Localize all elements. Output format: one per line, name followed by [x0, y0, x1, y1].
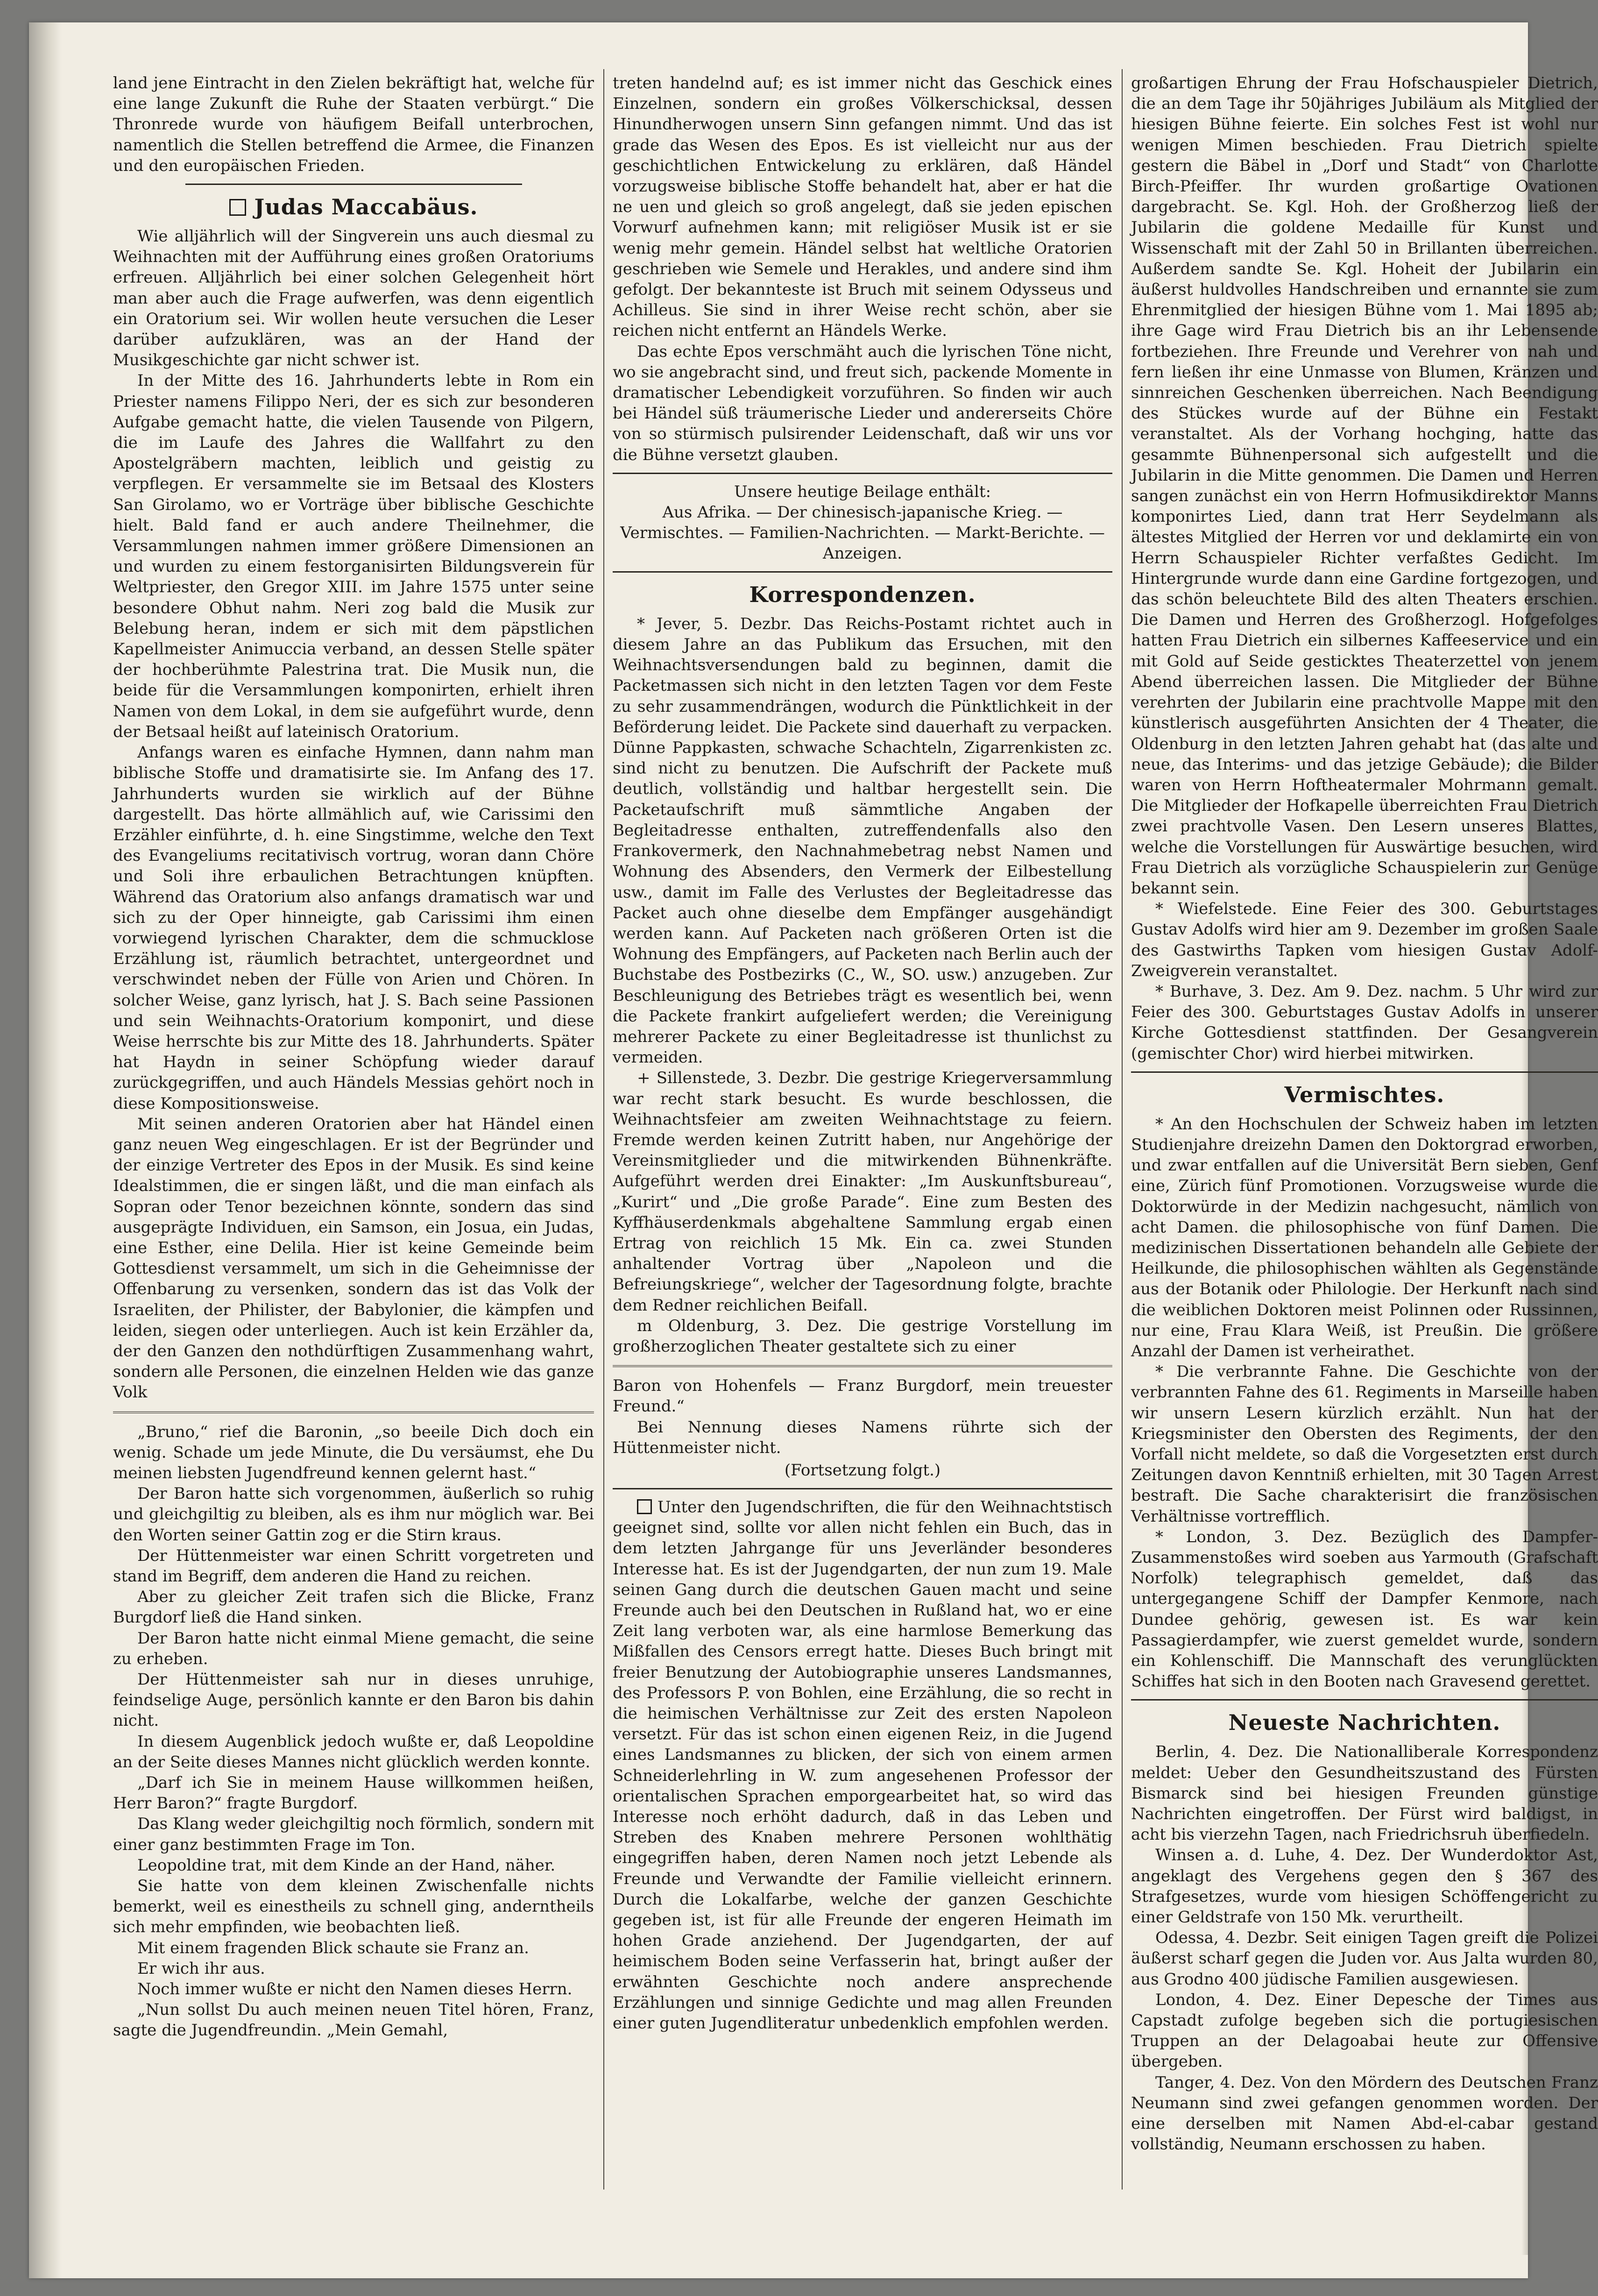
paragraph: Odessa, 4. Dezbr. Seit einigen Tagen greift die Polizei äußerst scharf gegen die Juden vor. Aus Jalta wurden 80, aus Grodno 400 jüdische Familien ausgewiesen. — [1131, 1928, 1598, 1989]
novel-paragraph: Der Baron hatte sich vorgenommen, äußerlich so ruhig und gleichgiltig zu bleiben, als es ihm nur möglich war. Bei den Worten seiner Gattin zog er die Stirn kraus. — [113, 1484, 594, 1545]
novel-paragraph: Der Hüttenmeister sah nur in dieses unruhige, feindselige Auge, persönlich kannte er den Baron bis dahin nicht. — [113, 1670, 594, 1730]
section-title-korrespondenzen: Korrespondenzen. — [749, 581, 976, 607]
paragraph: + Sillenstede, 3. Dezbr. Die gestrige Kriegerversammlung war recht stark besucht. Es wurde beschlossen, die Weihnachtsfeier am zweiten Weihnachtstage zu feiern. Fremde werden keinen Zutritt haben, nur Angehörige der Vereinsmitglieder und die mitwirkenden Bühnenkräfte. Aufgeführt werden drei Einakter: „Im Auskunftsbureau“, „Kurirt“ und „Die große Parade“. Eine zum Besten des Kyffhäuserdenkmals abgehaltene Sammlung ergab einen Ertrag von reichlich 15 Mk. Ein ca. zwei Stunden anhaltender Vortrag über „Napoleon und die Befreiungskriege“, welcher der Tagesordnung folgte, brachte dem Redner reichlichen Beifall. — [613, 1069, 1112, 1315]
divider — [613, 571, 1112, 573]
square-bullet-icon — [637, 1499, 652, 1514]
section-title-vermischtes: Vermischtes. — [1284, 1082, 1445, 1107]
square-bullet-icon — [229, 199, 246, 216]
novel-paragraph: Leopoldine trat, mit dem Kinde an der Hand, näher. — [137, 1856, 556, 1875]
column-3 — [1131, 73, 1598, 2221]
novel-paragraph: Der Baron hatte nicht einmal Miene gemacht, die seine zu erheben. — [113, 1629, 594, 1668]
novel-paragraph: Noch immer wußte er nicht den Namen dieses Herrn. — [137, 1980, 573, 1999]
supplement-notice — [613, 482, 1112, 564]
divider — [1131, 1071, 1598, 1073]
column-1 — [113, 73, 594, 2221]
continuation-note: (Fortsetzung folgt.) — [784, 1460, 941, 1480]
paragraph: Winsen a. d. Luhe, 4. Dez. Der Wunderdoktor Ast, angeklagt des Vergehens gegen den § 367 des Strafgesetzes, wurde vom hiesigen Schöffengericht zu einer Geldstrafe von 150 Mk. verurtheilt. — [1131, 1846, 1598, 1927]
novel-paragraph: Sie hatte von dem kleinen Zwischenfalle nichts bemerkt, weil es einestheils zu schnell ging, anderntheils sich mehr empfinden, wie beobachten ließ. — [113, 1877, 594, 1937]
supplement-title: Unsere heutige Beilage enthält: — [734, 482, 991, 501]
paragraph: Mit seinen anderen Oratorien aber hat Händel einen ganz neuen Weg eingeschlagen. Er ist der Begründer und der einzige Vertreter des Epos in der Musik. Es sind keine Idealstimmen, die er singen läßt, und die man einfach als Sopran oder Tenor bezeichnen könnte, sondern das sind ausgeprägte Individuen, ein Samson, ein Josua, ein Judas, eine Esther, eine Delila. Hier ist keine Gemeinde beim Gottesdienst versammelt, um sich in die Geheimnisse der Offenbarung zu versenken, sondern das ist das Volk der Israeliten, der Philister, der Babylonier, die kämpfen und leiden, siegen oder unterliegen. Auch ist kein Erzähler da, der den Ganzen den nothdürftigen Zusammenhang wahrt, sondern alle Personen, die einzelnen Helden wie das ganze Volk — [113, 1114, 594, 1402]
paragraph: Anfangs waren es einfache Hymnen, dann nahm man biblische Stoffe und dramatisirte sie. Im Anfang des 17. Jahrhunderts wurden sie wirklich auf der Bühne dargestellt. Das hörte allmählich auf, wie Carissimi den Erzähler einführte, d. h. eine Singstimme, welche den Text des Evangeliums recitativisch vortrug, woran dann Chöre und Soli ihre erbaulichen Betrachtungen knüpften. Während das Oratorium also anfangs dramatisch war und sich zu der Oper hinneigte, gab Carissimi ihm einen vorwiegend lyrischen Charakter, dem die schmucklose Erzählung ist, räumlich betrachtet, untergeordnet und verschwindet neben der Fülle von Arien und Chören. In solcher Weise, ganz lyrisch, hat J. S. Bach seine Passionen und sein Weihnachts-Oratorium komponirt, und diese Weise herrschte bis zur Mitte des 18. Jahrhunderts. Später hat Haydn in seiner Schöpfung wieder darauf zurückgegriffen, und auch Händels Messias gehört noch in diese Kompositionsweise. — [113, 743, 594, 1113]
paragraph: * An den Hochschulen der Schweiz haben im letzten Studienjahre dreizehn Damen den Doktorgrad erworben, und zwar entfallen auf die Universität Bern sieben, Genf eine, Zürich fünf Promotionen. Vorzugsweise wurde die Doktorwürde in der Medizin nachgesucht, nämlich von acht Damen. die philosophische von fünf Damen. Die medizinischen Dissertationen behandeln alle Gebiete der Heilkunde, die philosophischen wählten als Gegenstände aus der Botanik oder Philologie. Der Herkunft nach sind die weiblichen Doktoren meist Polinnen oder Russinnen, nur eine, Frau Klara Weiß, ist Preußin. Die größere Anzahl der Damen ist verheirathet. — [1131, 1114, 1598, 1361]
paragraph: * Burhave, 3. Dez. Am 9. Dez. nachm. 5 Uhr wird zur Feier des 300. Geburtstages Gustav Adolfs in unserer Kirche Gottesdienst stattfinden. Der Gesangverein (gemischter Chor) wird hierbei mitwirken. — [1131, 982, 1598, 1063]
divider — [613, 473, 1112, 474]
novel-paragraph: Der Hüttenmeister war einen Schritt vorgetreten und stand im Begriff, dem anderen die Hand zu reichen. — [113, 1546, 594, 1586]
paragraph: Das echte Epos verschmäht auch die lyrischen Töne nicht, wo sie angebracht sind, und freut sich, packende Momente in dramatischer Lebendigkeit vorzuführen. So finden wir auch bei Händel süß träumerische Lieder und andererseits Chöre von so stürmisch pulsirender Leidenschaft, daß wir uns vor die Bühne versetzt glauben. — [613, 342, 1112, 464]
feuilleton-divider — [613, 1365, 1112, 1367]
paragraph: treten handelnd auf; es ist immer nicht das Geschick eines Einzelnen, sondern ein großes Völkerschicksal, dessen Hinundherwogen unsern Sinn gefangen nimmt. Und das ist grade das Wesen des Epos. Es ist vielleicht nur aus der geschichtlichen Entwickelung zu erklären, daß Händel vorzugsweise biblische Stoffe behandelt hat, aber er hat die ne uen und gleich so groß angelegt, daß sie jeden epischen Vorwurf aufnehmen kann; mit religiöser Musik ist er sie wenig mehr gemein. Händel selbst hat weltliche Oratorien geschrieben wie Semele und Herakles, und andere sind ihm gefolgt. Der bekannteste ist Bruch mit seinem Odysseus und Achilleus. Sie sind in ihrer Weise recht schön, aber sie reichen nicht entfernt an Händels Werke. — [613, 74, 1112, 340]
novel-paragraph: Mit einem fragenden Blick schaute sie Franz an. — [137, 1938, 529, 1957]
divider — [185, 184, 522, 185]
column-separator-1 — [603, 69, 604, 2190]
novel-paragraph: In diesem Augenblick jedoch wußte er, daß Leopoldine an der Seite dieses Mannes nicht glücklich werden konnte. — [113, 1732, 594, 1772]
paragraph: * London, 3. Dez. Bezüglich des Dampfer-Zusammenstoßes wird soeben aus Yarmouth (Grafschaft Norfolk) telegraphisch gemeldet, daß das untergegangene Schiff der Dampfer Kenmore, nach Dundee gehörig, gewesen ist. Es war kein Passagierdampfer, wie zuerst gemeldet wurde, sondern ein Kohlenschiff. Die Mannschaft des verunglückten Schiffes hat sich in den Booten nach Gravesend gerettet. — [1131, 1527, 1598, 1691]
novel-paragraph: Das Klang weder gleichgiltig noch förmlich, sondern mit einer ganz bestimmten Frage im Ton. — [113, 1814, 594, 1854]
novel-paragraph: Er wich ihr aus. — [137, 1959, 265, 1978]
feuilleton-divider — [113, 1411, 594, 1413]
paragraph: * Wiefelstede. Eine Feier des 300. Geburtstages Gustav Adolfs wird hier am 9. Dezember im großen Saale des Gastwirths Tapken vom hiesigen Gustav Adolf-Zweigverein veranstaltet. — [1131, 900, 1598, 980]
jugendschriften-text: Unter den Jugendschriften, die für den Weihnachtstisch geeignet sind, sollte vor allen nicht fehlen ein Buch, das in dem letzten Jahrgange für uns Jeverländer besonderes Interesse hat. Es ist der Jugendgarten, der nun zum 19. Male seinen Gang durch die deutschen Gauen macht und seine Freunde auch bei den Deutschen in Rußland hat, wo er eine Zeit lang verboten war, als eine harmlose Bemerkung das Mißfallen des Censors erregt hatte. Dieses Buch bringt mit freier Benutzung der Autobiographie unseres Landsmannes, des Professors P. von Bohlen, eine Erzählung, die so recht in die heimischen Verhältnisse zur Zeit des ersten Napoleon versetzt. Für das ist schon einen eigenen Reiz, in die Jugend eines Landsmannes zu blicken, der sich von einem armen Schneiderlehrling in W. zum angesehenen Professor der orientalischen Sprachen emporgearbeitet hat, so wird das Interesse noch erhöht dadurch, daß in das Leben und Streben des Knaben mehrere Personen wohlthätig eingegriffen haben, deren Namen noch jetzt Lebende als Freunde und Verwandte der Familie vielleicht erinnern. Durch die Lokalfarbe, welche der ganzen Geschichte gegeben ist, ist für alle Freunde der engeren Heimath im hohen Grade anziehend. Der Jugendgarten, der auf heimischem Boden seine Verfasserin hat, bringt außer der erwähnten Geschichte noch andere ansprechende Erzählungen und sinnige Gedichte und mag allen Freunden einer guten Jugendliteratur unbedenklich empfohlen werden. — [613, 1497, 1112, 2033]
novel-paragraph: „Darf ich Sie in meinem Hause willkommen heißen, Herr Baron?“ fragte Burgdorf. — [113, 1773, 594, 1813]
paragraph: m Oldenburg, 3. Dez. Die gestrige Vorstellung im großherzoglichen Theater gestaltete sich zu einer — [613, 1316, 1112, 1356]
paragraph: * Jever, 5. Dezbr. Das Reichs-Postamt richtet auch in diesem Jahre an das Publikum das Ersuchen, mit den Weihnachtsversendungen bald zu beginnen, damit die Packetmassen sich nicht in den letzten Tagen vor dem Feste zu sehr zusammendrängen, wodurch die Pünktlichkeit in der Beförderung leidet. Die Packete sind dauerhaft zu verpacken. Dünne Pappkasten, schwache Schachteln, Zigarrenkisten zc. sind nicht zu benutzen. Die Aufschrift der Packete muß deutlich, vollständig und haltbar hergestellt sein. Die Packetaufschrift muß sämmtliche Angaben der Begleitadresse enthalten, zutreffendenfalls also den Frankovermerk, den Nachnahmebetrag nebst Namen und Wohnung des Absenders, den Vermerk der Eilbestellung usw., damit im Falle des Verlustes der Begleitadresse das Packet auch ohne dieselbe dem Empfänger ausgehändigt werden kann. Auf Packeten nach größeren Orten ist die Wohnung des Empfängers, auf Packeten nach Berlin auch der Buchstabe des Postbezirks (C., W., SO. usw.) anzugeben. Zur Beschleunigung des Betriebes trägt es wesentlich bei, wenn die Packete frankirt aufgeliefert werden; die Vereinigung mehrerer Packete zu einer Begleitadresse ist thunlichst zu vermeiden. — [613, 614, 1112, 1067]
paragraph: In der Mitte des 16. Jahrhunderts lebte in Rom ein Priester namens Filippo Neri, der es sich zur besonderen Aufgabe gemacht hatte, die vielen Tausende von Pilgern, die im Laufe des Jahres die Wallfahrt zu den Apostelgräbern machten, leiblich und geistig zu verpflegen. Er versammelte sie im Betsaal des Klosters San Girolamo, wo er Vorträge über biblische Geschichte hielt. Bald fand er auch andere Theilnehmer, die Versammlungen nahmen immer größere Dimensionen an und wurden zu einem festorganisirten Bildungsverein für Weltpriester, den Gregor XIII. im Jahre 1575 unter seine besondere Obhut nahm. Neri zog bald die Musik zur Belebung heran, indem er sich mit dem päpstlichen Kapellmeister Animuccia verband, an dessen Stelle später der hochberühmte Palestrina trat. Die Musik nun, die beide für die Versammlungen komponirten, erhielt ihren Namen von dem Lokal, in dem sie aufgeführt wurde, denn der Betsaal heißt auf lateinisch Oratorium. — [113, 371, 594, 741]
novel-paragraph: Baron von Hohenfels — Franz Burgdorf, mein treuester Freund.“ — [613, 1376, 1112, 1416]
divider — [1131, 1699, 1598, 1701]
newspaper-page — [29, 22, 1598, 2278]
paragraph: großartigen Ehrung der Frau Hofschauspieler Dietrich, die an dem Tage ihr 50jähriges Jubiläum als Mitglied der hiesigen Bühne feierte. Ein solches Fest ist wohl nur wenigen Mimen beschieden. Frau Dietrich spielte gestern die Bäbel in „Dorf und Stadt“ von Charlotte Birch-Pfeiffer. Ihr wurden großartige Ovationen dargebracht. Se. Kgl. Hoh. der Großherzog ließ der Jubilarin die goldene Medaille für Kunst und Wissenschaft mit der Zahl 50 in Brillanten überreichen. Außerdem sandte Se. Kgl. Hoheit der Jubilarin ein äußerst huldvolles Handschreiben und ernannte sie zum Ehrenmitglied der hiesigen Bühne vom 1. Mai 1895 ab; ihre Gage wird Frau Dietrich bis an ihr Lebensende fortbeziehen. Ihre Freunde und Verehrer von nah und fern ließen ihr eine Unmasse von Blumen, Kränzen und sinnreichen Geschenken überreichen. Nach Beendigung des Stückes wurde auf der Bühne ein Festakt veranstaltet. Als der Vorhang hochging, hatte das gesammte Bühnenpersonal sich aufgestellt und die Jubilarin in die Mitte genommen. Die Damen und Herren sangen zunächst ein von Herrn Hofmusikdirektor Manns komponirtes Lied, dann trat Herr Seydelmann als ältestes Mitglied der Herren vor und deklamirte ein von Herrn Schauspieler Richter verfaßtes Gedicht. Im Hintergrunde wurde dann eine Gardine fortgezogen, und das schön beleuchtete Bild des alten Theaters erschien. Die Damen und Herren des Großherzogl. Hofgefolges hatten Frau Dietrich ein silbernes Kaffeeservice und ein mit Gold auf Seide gesticktes Theaterzettel von jenem Abend überreichen lassen. Die Mitglieder der Bühne verehrten der Jubilarin eine prachtvolle Mappe mit den künstlerisch ausgeführten Ansichten der 4 Theater, die Oldenburg in den letzten Jahren gehabt hat (das alte und neue, das Interims- und das jetzige Gebäude); die Bilder waren von Herrn Hoftheatermaler Mohrmann gemalt. Die Mitglieder der Hofkapelle überreichten Frau Dietrich zwei prachtvolle Vasen. Den Lesern unseres Blattes, welche die Vorstellungen für Auswärtige besuchen, wird Frau Dietrich als vorzügliche Schauspielerin zur Genüge bekannt sein. — [1131, 74, 1598, 898]
paragraph: land jene Eintracht in den Zielen bekräftigt hat, welche für eine lange Zukunft die Ruhe der Staaten verbürgt.“ Die Thronrede wurde von häufigem Beifall unterbrochen, namentlich die Stellen betreffend die Armee, die Finanzen und den europäischen Frieden. — [113, 74, 594, 175]
novel-paragraph: Aber zu gleicher Zeit trafen sich die Blicke, Franz Burgdorf ließ die Hand sinken. — [113, 1587, 594, 1627]
paragraph: Wie alljährlich will der Singverein uns auch diesmal zu Weihnachten mit der Aufführung eines großen Oratoriums erfreuen. Alljährlich bei einer solchen Gelegenheit hört man aber auch die Frage aufwerfen, was denn eigentlich ein Oratorium sei. Wir wollen heute versuchen die Leser darüber aufzuklären, was an der Hand der Musikgeschichte gar nicht schwer ist. — [113, 227, 594, 370]
divider — [613, 1488, 1112, 1489]
paragraph: Berlin, 4. Dez. Die Nationalliberale Korrespondenz meldet: Ueber den Gesundheitszustand des Fürsten Bismarck sind bei hiesigen Freunden günstige Nachrichten eingetroffen. Der Fürst wird baldigst, in acht bis vierzehn Tagen, nach Friedrichsruh überfiedeln. — [1131, 1743, 1598, 1844]
column-2 — [613, 73, 1112, 2221]
paragraph — [613, 1497, 1112, 2034]
paragraph: London, 4. Dez. Einer Depesche der Times aus Capstadt zufolge begeben sich die portugiesischen Truppen an der Delagoabai heute zur Offensive übergeben. — [1131, 1990, 1598, 2071]
column-separator-2 — [1122, 69, 1123, 2190]
novel-paragraph: Bei Nennung dieses Namens rührte sich der Hüttenmeister nicht. — [613, 1417, 1112, 1457]
article-title — [113, 192, 594, 221]
novel-paragraph: „Nun sollst Du auch meinen neuen Titel hören, Franz, sagte die Jugendfreundin. „Mein Gemahl, — [113, 2000, 594, 2040]
paragraph: * Die verbrannte Fahne. Die Geschichte von der verbrannten Fahne des 61. Regiments in Marseille haben wir unsern Lesern kürzlich erzählt. Nun hat der Kriegsminister den Obersten des Regiments, der den Vorfall nicht meldete, so daß die Vorgesetzten erst durch Zeitungen davon Kenntniß erhielten, mit 30 Tagen Arrest bestraft. Die Sache charakterisirt die französischen Verhältnisse vortrefflich. — [1131, 1362, 1598, 1526]
page-binding-shadow — [29, 22, 62, 2278]
paragraph: Tanger, 4. Dez. Von den Mördern des Deutschen Franz Neumann sind zwei gefangen genommen worden. Der eine derselben mit Namen Abd-el-cabar gestand vollständig, Neumann erschossen zu haben. — [1131, 2073, 1598, 2154]
section-title-neueste-nachrichten: Neueste Nachrichten. — [1228, 1710, 1501, 1736]
novel-paragraph: „Bruno,“ rief die Baronin, „so beeile Dich doch ein wenig. Schade um jede Minute, die Du versäumst, ehe Du meinen liebsten Jugendfreund kennen gelernt hast.“ — [113, 1422, 594, 1482]
supplement-contents: Aus Afrika. — Der chinesisch-japanische Krieg. — Vermischtes. — Familien-Nachrichten. — Markt-Berichte. — Anzeigen. — [620, 503, 1105, 563]
article-title-text: Judas Maccabäus. — [254, 194, 478, 220]
